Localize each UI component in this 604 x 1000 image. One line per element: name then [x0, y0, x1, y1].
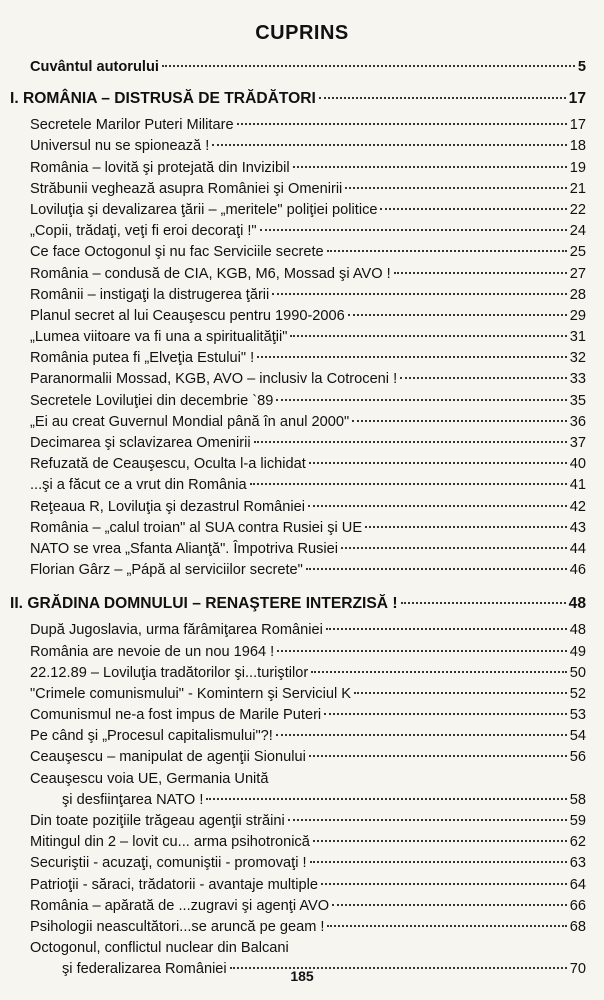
entry-title: II. GRĂDINA DOMNULUI – RENAŞTERE INTERZISĂ !: [10, 595, 398, 613]
entry-page-number: 41: [569, 477, 586, 494]
dot-leader: [400, 377, 567, 379]
entry-title: Ce face Octogonul şi nu fac Serviciile secrete: [30, 244, 324, 261]
entry-page-number: 44: [569, 540, 586, 557]
entry-page-number: 59: [569, 813, 586, 829]
toc-entry: [0, 832, 604, 853]
entry-title: România are nevoie de un nou 1964 !: [30, 643, 275, 660]
entry-page-number: 18: [569, 138, 586, 155]
entry-title: Octogonul, conflictul nuclear din Balcani: [30, 940, 289, 957]
toc-entry: [0, 663, 604, 684]
entry-page-number: 48: [569, 622, 586, 639]
dot-leader: [257, 356, 567, 358]
entry-page-number: 37: [569, 435, 586, 451]
page-number: 185: [290, 968, 314, 984]
entry-title: „Lumea viitoare va fi una a spiritualităţii": [30, 329, 288, 346]
entry-page-number: 49: [569, 643, 586, 660]
dot-leader: [345, 187, 566, 189]
dot-leader: [354, 692, 567, 694]
toc-author-entry: [0, 57, 604, 78]
entry-page-number: 53: [569, 707, 586, 724]
entry-title: Planul secret al lui Ceauşescu pentru 1990-2006: [30, 307, 345, 324]
entry-page-number: 46: [569, 562, 586, 579]
entry-title: Secretele Marilor Puteri Militare: [30, 117, 234, 134]
dot-leader: [321, 883, 567, 885]
toc-entry: [0, 497, 604, 518]
toc-entry: [0, 705, 604, 726]
entry-title: Refuzată de Ceauşescu, Oculta l-a lichidat: [30, 456, 306, 473]
entry-page-number: 42: [569, 498, 586, 515]
entry-title: Psihologii neascultători...se aruncă pe geam !: [30, 918, 325, 935]
dot-leader: [212, 144, 566, 146]
entry-title: România putea fi „Elveţia Estului" !: [30, 350, 255, 367]
table-of-contents: [0, 57, 604, 981]
entry-title: 22.12.89 – Loviluţia tradătorilor şi...turiştilor: [30, 664, 309, 681]
toc-entry: [0, 560, 604, 581]
dot-leader: [276, 734, 567, 736]
dot-leader: [326, 628, 567, 630]
entry-page-number: 17: [569, 117, 586, 134]
toc-entry: [0, 327, 604, 348]
toc-entry: [0, 369, 604, 390]
entry-page-number: 62: [569, 834, 586, 851]
entry-title: Din toate poziţiile trăgeau agenţii străini: [30, 813, 285, 829]
toc-entry: [0, 179, 604, 200]
entry-title: România – lovită şi protejată din Invizibil: [30, 159, 290, 176]
dot-leader: [237, 123, 567, 125]
entry-page-number: 36: [569, 413, 586, 430]
entry-title: Loviluţia şi devalizarea ţării – „meritele" poliţiei politice: [30, 201, 378, 218]
dot-leader: [206, 798, 566, 800]
entry-title: şi federalizarea României: [62, 961, 227, 978]
entry-title: şi desfiinţarea NATO !: [62, 791, 204, 808]
toc-entry: [0, 200, 604, 221]
entry-title: România – „calul troian" al SUA contra Rusiei şi UE: [30, 519, 363, 536]
dot-leader: [380, 208, 566, 210]
dot-leader: [254, 441, 567, 443]
toc-entry: [0, 811, 604, 832]
entry-page-number: 58: [569, 791, 586, 808]
dot-leader: [162, 65, 575, 67]
toc-entry: [0, 348, 604, 369]
entry-page-number: 40: [569, 456, 586, 473]
dot-leader: [288, 819, 567, 821]
dot-leader: [260, 229, 567, 231]
dot-leader: [332, 904, 567, 906]
toc-entry: [0, 475, 604, 496]
toc-entry: [0, 896, 604, 917]
entry-title: Ceauşescu – manipulat de agenţii Sionului: [30, 749, 306, 766]
dot-leader: [352, 420, 567, 422]
entry-title: NATO se vrea „Sfanta Alianţă". Împotriva Rusiei: [30, 540, 338, 557]
entry-title: Decimarea şi sclavizarea Omenirii: [30, 435, 251, 451]
entry-title: "Crimele comunismului" - Komintern şi Serviciul K: [30, 685, 351, 702]
entry-title: Reţeaua R, Loviluţia şi dezastrul României: [30, 498, 305, 515]
entry-title: Universul nu se spionează !: [30, 138, 210, 155]
dot-leader: [313, 840, 567, 842]
toc-entry: [0, 136, 604, 157]
dot-leader: [293, 166, 567, 168]
dot-leader: [348, 314, 567, 316]
dot-leader: [309, 755, 567, 757]
toc-entry: [0, 264, 604, 285]
entry-page-number: 66: [569, 897, 586, 914]
toc-entry: [0, 433, 604, 454]
entry-page-number: 19: [569, 159, 586, 176]
entry-title: România – apărată de ...zugravi şi agenţi AVO: [30, 897, 330, 914]
dot-leader: [311, 671, 567, 673]
entry-title: Secretele Loviluţiei din decembrie `89: [30, 392, 274, 409]
entry-page-number: 52: [569, 685, 586, 702]
entry-page-number: 68: [569, 918, 586, 935]
entry-title: Românii – instigaţi la distrugerea ţării: [30, 286, 270, 303]
entry-title: Ceauşescu voia UE, Germania Unită: [30, 770, 269, 787]
dot-leader: [401, 602, 566, 604]
entry-title: Patrioţii - săraci, trădatorii - avantaje multiple: [30, 876, 318, 893]
dot-leader: [272, 293, 566, 295]
entry-page-number: 27: [569, 265, 586, 282]
dot-leader: [341, 547, 567, 549]
entry-page-number: 32: [569, 350, 586, 367]
entry-title: Securiştii - acuzaţi, comuniştii - promovaţi !: [30, 855, 307, 872]
entry-title: „Ei au creat Guvernul Mondial până în anul 2000": [30, 413, 350, 430]
entry-page-number: 35: [569, 392, 586, 409]
toc-entry: [0, 454, 604, 475]
toc-entry: [0, 115, 604, 136]
dot-leader: [309, 462, 567, 464]
entry-page-number: 56: [569, 749, 586, 766]
toc-entry: [0, 285, 604, 306]
toc-entry: [0, 620, 604, 641]
dot-leader: [276, 399, 566, 401]
entry-page-number: 21: [569, 180, 586, 197]
dot-leader: [308, 505, 567, 507]
entry-title: România – condusă de CIA, KGB, M6, Mossad şi AVO !: [30, 265, 391, 282]
entry-title: Pe când şi „Procesul capitalismului"?!: [30, 728, 273, 745]
dot-leader: [394, 272, 567, 274]
dot-leader: [306, 568, 567, 570]
entry-title: I. ROMÂNIA – DISTRUSĂ DE TRĂDĂTORI: [10, 90, 316, 108]
entry-page-number: 25: [569, 244, 586, 261]
entry-title: Florian Gârz – „Pápă al serviciilor secrete": [30, 562, 303, 579]
entry-page-number: 70: [569, 961, 586, 978]
toc-entry: [0, 790, 604, 811]
entry-page-number: 43: [569, 519, 586, 536]
entry-page-number: 63: [569, 855, 586, 872]
dot-leader: [324, 713, 567, 715]
toc-chapter-heading: [0, 86, 604, 112]
toc-entry: [0, 684, 604, 705]
entry-page-number: 50: [569, 664, 586, 681]
toc-entry: [0, 306, 604, 327]
dot-leader: [327, 250, 567, 252]
toc-entry: [0, 853, 604, 874]
dot-leader: [310, 861, 567, 863]
entry-page-number: 24: [569, 223, 586, 240]
toc-entry: [0, 726, 604, 747]
toc-entry: [0, 221, 604, 242]
dot-leader: [250, 483, 567, 485]
toc-entry: [0, 769, 604, 790]
toc-entry: [0, 875, 604, 896]
dot-leader: [365, 526, 567, 528]
entry-title: După Jugoslavia, urma fărâmiţarea României: [30, 622, 323, 639]
entry-page-number: 48: [568, 595, 586, 613]
toc-entry: [0, 539, 604, 560]
entry-page-number: 31: [569, 329, 586, 346]
toc-entry: [0, 391, 604, 412]
entry-title: Străbunii veghează asupra României şi Omenirii: [30, 180, 343, 197]
dot-leader: [277, 650, 567, 652]
entry-title: Cuvântul autorului: [30, 59, 159, 75]
toc-entry: [0, 642, 604, 663]
entry-page-number: 64: [569, 876, 586, 893]
toc-entry: [0, 412, 604, 433]
entry-page-number: 33: [569, 371, 586, 388]
entry-page-number: 28: [569, 286, 586, 303]
entry-title: Paranormalii Mossad, KGB, AVO – inclusiv la Cotroceni !: [30, 371, 398, 388]
entry-page-number: 5: [577, 59, 586, 75]
dot-leader: [290, 335, 566, 337]
toc-entry: [0, 917, 604, 938]
entry-page-number: 54: [569, 728, 586, 745]
dot-leader: [327, 925, 566, 927]
toc-chapter-heading: [0, 591, 604, 617]
toc-entry: [0, 938, 604, 959]
entry-title: Comunismul ne-a fost impus de Marile Puteri: [30, 707, 322, 724]
entry-title: Mitingul din 2 – lovit cu... arma psihotronică: [30, 834, 310, 851]
dot-leader: [319, 97, 566, 99]
entry-page-number: 29: [569, 307, 586, 324]
page-title: CUPRINS: [255, 22, 349, 44]
entry-page-number: 17: [568, 90, 586, 108]
toc-entry: [0, 158, 604, 179]
toc-entry: [0, 242, 604, 263]
toc-entry: [0, 747, 604, 768]
entry-title: „Copii, trădaţi, veţi fi eroi decoraţi !": [30, 223, 257, 240]
entry-page-number: 22: [569, 201, 586, 218]
toc-entry: [0, 518, 604, 539]
entry-title: ...şi a făcut ce a vrut din România: [30, 477, 247, 494]
